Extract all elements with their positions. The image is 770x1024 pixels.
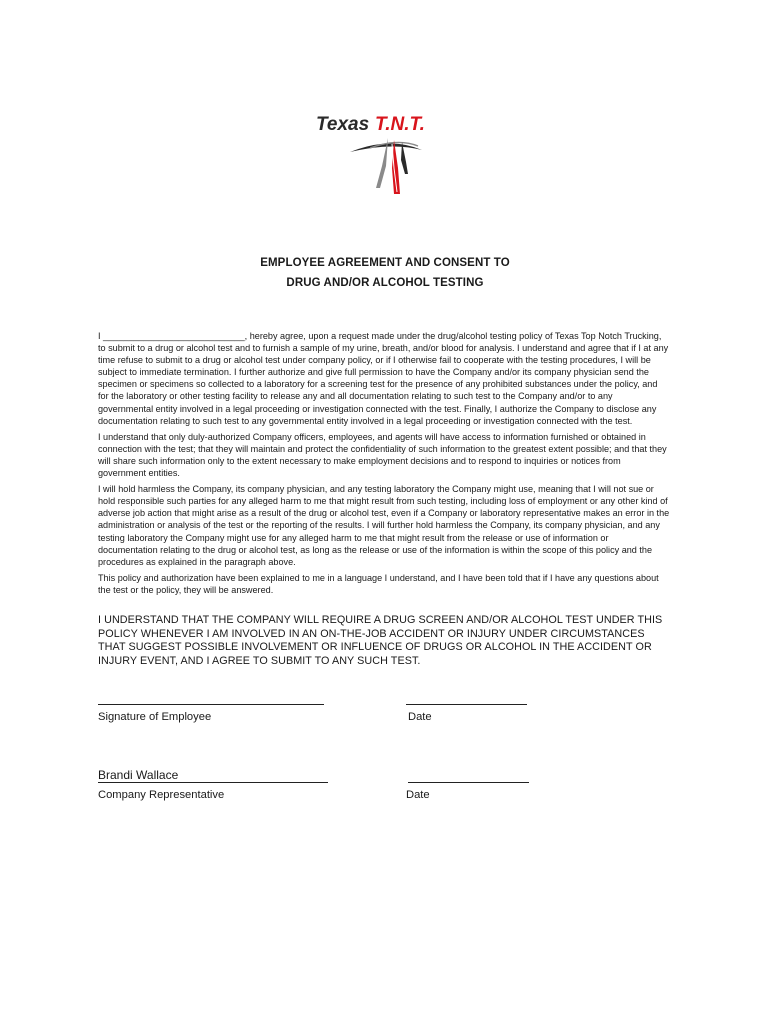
employee-signature-label: Signature of Employee <box>98 711 212 723</box>
accident-testing-statement: I UNDERSTAND THAT THE COMPANY WILL REQUIRE A DRUG SCREEN AND/OR ALCOHOL TEST UNDER THIS POLICY WHENEVER I AM INVOLVED IN AN ON-THE-JOB ACCIDENT OR INJURY UNDER CIRCUMSTANCES THAT SUGGEST POSSIBLE INVOLVEMENT OR INFLUENCE OF DRUGS OR ALCOHOL IN THE ACCIDENT OR INJURY EVENT, AND I AGREE TO SUBMIT TO ANY SUCH TEST. <box>98 614 663 667</box>
paragraph-explanation: This policy and authorization have been explained to me in a language I understand, and I have been told that if I have any questions about the test or the policy, they will be answered. <box>98 572 659 595</box>
employee-date-line[interactable] <box>406 704 527 705</box>
representative-date-label: Date <box>406 789 430 801</box>
representative-signature-line[interactable] <box>98 782 328 783</box>
representative-name: Brandi Wallace <box>98 768 179 782</box>
employee-date-label: Date <box>408 711 432 723</box>
logo-text-tnt: T.N.T. <box>375 114 425 135</box>
representative-date-line[interactable] <box>408 782 529 783</box>
document-title-line2: DRUG AND/OR ALCOHOL TESTING <box>286 277 484 289</box>
paragraph-confidentiality: I understand that only duly-authorized Company officers, employees, and agents will have access to information furnished or obtained in connection with the test; that they will maintain and protect the confidentiality of such information to the greatest extent possible; and that they will share such information only to the extent necessary to make employment decisions and to respond to inquiries or notices from government entities. <box>98 431 667 479</box>
paragraph-hold-harmless: I will hold harmless the Company, its company physician, and any testing laboratory the Company might use, meaning that I will not sue or hold responsible such parties for any alleged harm to me that might result from such testing, including loss of employment or any other kind of adverse job action that might arise as a result of the drug or alcohol test, even if a Company or laboratory representative makes an error in the administration or analysis of the test or the reporting of the results. I will further hold harmless the Company, its company physician, and any testing laboratory the Company might use for any alleged harm to me that might result from the release or use of information or documentation relating to the drug or alcohol test, as long as the release or use of the information is within the scope of this policy and the procedures as explained in the paragraph above. <box>98 484 670 567</box>
company-logo <box>310 108 470 200</box>
employee-signature-line[interactable] <box>98 704 324 705</box>
representative-label: Company Representative <box>98 789 225 801</box>
logo-text-texas: Texas <box>316 114 370 135</box>
texas-tnt-logo-graphic <box>310 108 470 200</box>
document-title-line1: EMPLOYEE AGREEMENT AND CONSENT TO <box>260 257 510 269</box>
agreement-body <box>98 330 670 600</box>
paragraph-consent: I ____________________________, hereby agree, upon a request made under the drug/alcohol testing policy of Texas Top Notch Trucking, to submit to a drug or alcohol test and to furnish a sample of my urine, breath, and/or blood for analysis. I understand and agree that if I at any time refuse to submit to a drug or alcohol test under company policy, or if I otherwise fail to cooperate with the testing procedures, I will be subject to immediate termination. I further authorize and give full permission to have the Company and/or its company physician send the specimen or specimens so collected to a laboratory for a screening test for the presence of any prohibited substances under the policy, and for the laboratory or other testing facility to release any and all documentation relating to such test to the Company and/or to any governmental entity involved in a legal proceeding or investigation connected with the test. Finally, I authorize the Company to disclose any documentation relating to such test to any governmental entity involved in a legal proceeding or investigation connected with the test. <box>98 331 669 426</box>
